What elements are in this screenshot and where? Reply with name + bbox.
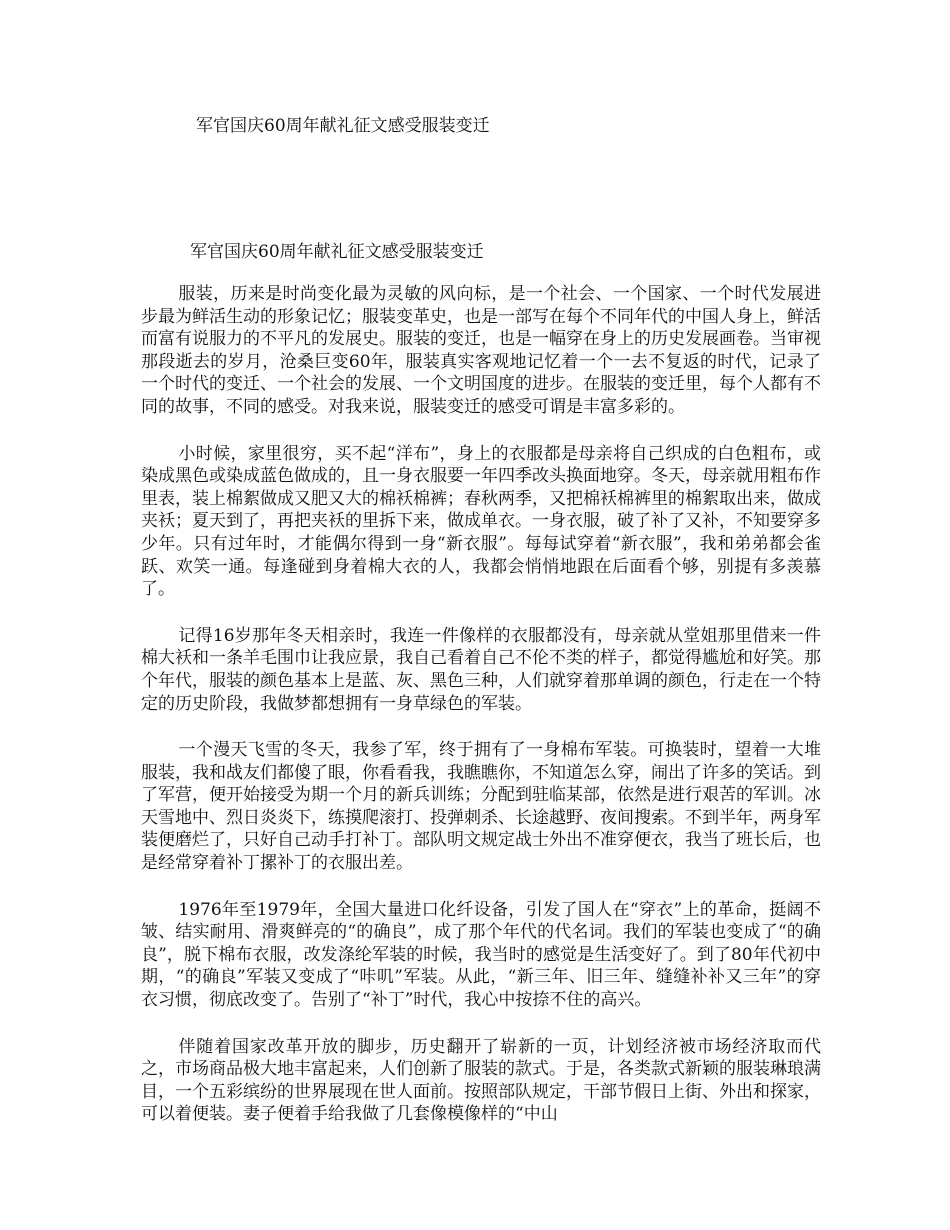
paragraph-dacron-era: 1976年至1979年，全国大量进口化纤设备，引发了国人在“穿衣”上的革命，挺阔不皱、结实耐用、滑爽鲜亮的“的确良”，成了那个年代的代名词。我们的军装也变成了“的确良”，脱下棉布衣服，改发涤纶军装的时候，我当时的感觉是生活变好了。到了80年代初中期，“的确良”军装又变成了“咔叽”军装。从此，“新三年、旧三年、缝缝补补又三年”的穿衣习惯，彻底改变了。告别了“补丁”时代，我心中按捺不住的高兴。	[141, 899, 821, 1011]
document-body	[141, 283, 821, 1150]
paragraph-reform-era: 伴随着国家改革开放的脚步，历史翻开了崭新的一页，计划经济被市场经济取而代之，市场商品极大地丰富起来，人们创新了服装的款式。于是，各类款式新颖的服装琳琅满目，一个五彩缤纷的世界展现在世人面前。按照部队规定，干部节假日上街、外出和探家，可以着便装。妻子便着手给我做了几套像模像样的“中山	[141, 1036, 821, 1125]
paragraph-childhood: 小时候，家里很穷，买不起“洋布”，身上的衣服都是母亲将自己织成的白色粗布，或染成黑色或染成蓝色做成的，且一身衣服要一年四季改头换面地穿。冬天，母亲就用粗布作里表，装上棉絮做成又肥又大的棉袄棉裤；春秋两季，又把棉袄棉裤里的棉絮取出来，做成夹袄；夏天到了，再把夹袄的里拆下来，做成单衣。一身衣服，破了补了又补，不知要穿多少年。只有过年时，才能偶尔得到一身“新衣服”。每每试穿着“新衣服”，我和弟弟都会雀跃、欢笑一通。每逢碰到身着棉大衣的人，我都会悄悄地跟在后面看个够，别提有多羡慕了。	[141, 443, 821, 600]
document-title: 军官国庆60周年献礼征文感受服装变迁	[190, 242, 484, 262]
page-header-title: 军官国庆60周年献礼征文感受服装变迁	[196, 116, 490, 136]
paragraph-age-sixteen: 记得16岁那年冬天相亲时，我连一件像样的衣服都没有，母亲就从堂姐那里借来一件棉大袄和一条羊毛围巾让我应景，我自己看着自己不伦不类的样子，都觉得尴尬和好笑。那个年代，服装的颜色基本上是蓝、灰、黑色三种，人们就穿着那单调的颜色，行走在一个特定的历史阶段，我做梦都想拥有一身草绿色的军装。	[141, 625, 821, 714]
paragraph-intro: 服装，历来是时尚变化最为灵敏的风向标，是一个社会、一个国家、一个时代发展进步最为鲜活生动的形象记忆；服装变革史，也是一部写在每个不同年代的中国人身上，鲜活而富有说服力的不平凡的发展史。服装的变迁，也是一幅穿在身上的历史发展画卷。当审视那段逝去的岁月，沧桑巨变60年，服装真实客观地记忆着一个一去不复返的时代，记录了一个时代的变迁、一个社会的发展、一个文明国度的进步。在服装的变迁里，每个人都有不同的故事，不同的感受。对我来说，服装变迁的感受可谓是丰富多彩的。	[141, 284, 821, 417]
paragraph-joining-army: 一个漫天飞雪的冬天，我参了军，终于拥有了一身棉布军装。可换装时，望着一大堆服装，我和战友们都傻了眼，你看看我，我瞧瞧你，不知道怎么穿，闹出了许多的笑话。到了军营，便开始接受为期一个月的新兵训练；分配到驻临某部，依然是进行艰苦的军训。冰天雪地中、烈日炎炎下，练摸爬滚打、投弹刺杀、长途越野、夜间搜索。不到半年，两身军装便磨烂了，只好自己动手打补丁。部队明文规定战士外出不准穿便衣，我当了班长后，也是经常穿着补丁摞补丁的衣服出差。	[141, 740, 821, 874]
